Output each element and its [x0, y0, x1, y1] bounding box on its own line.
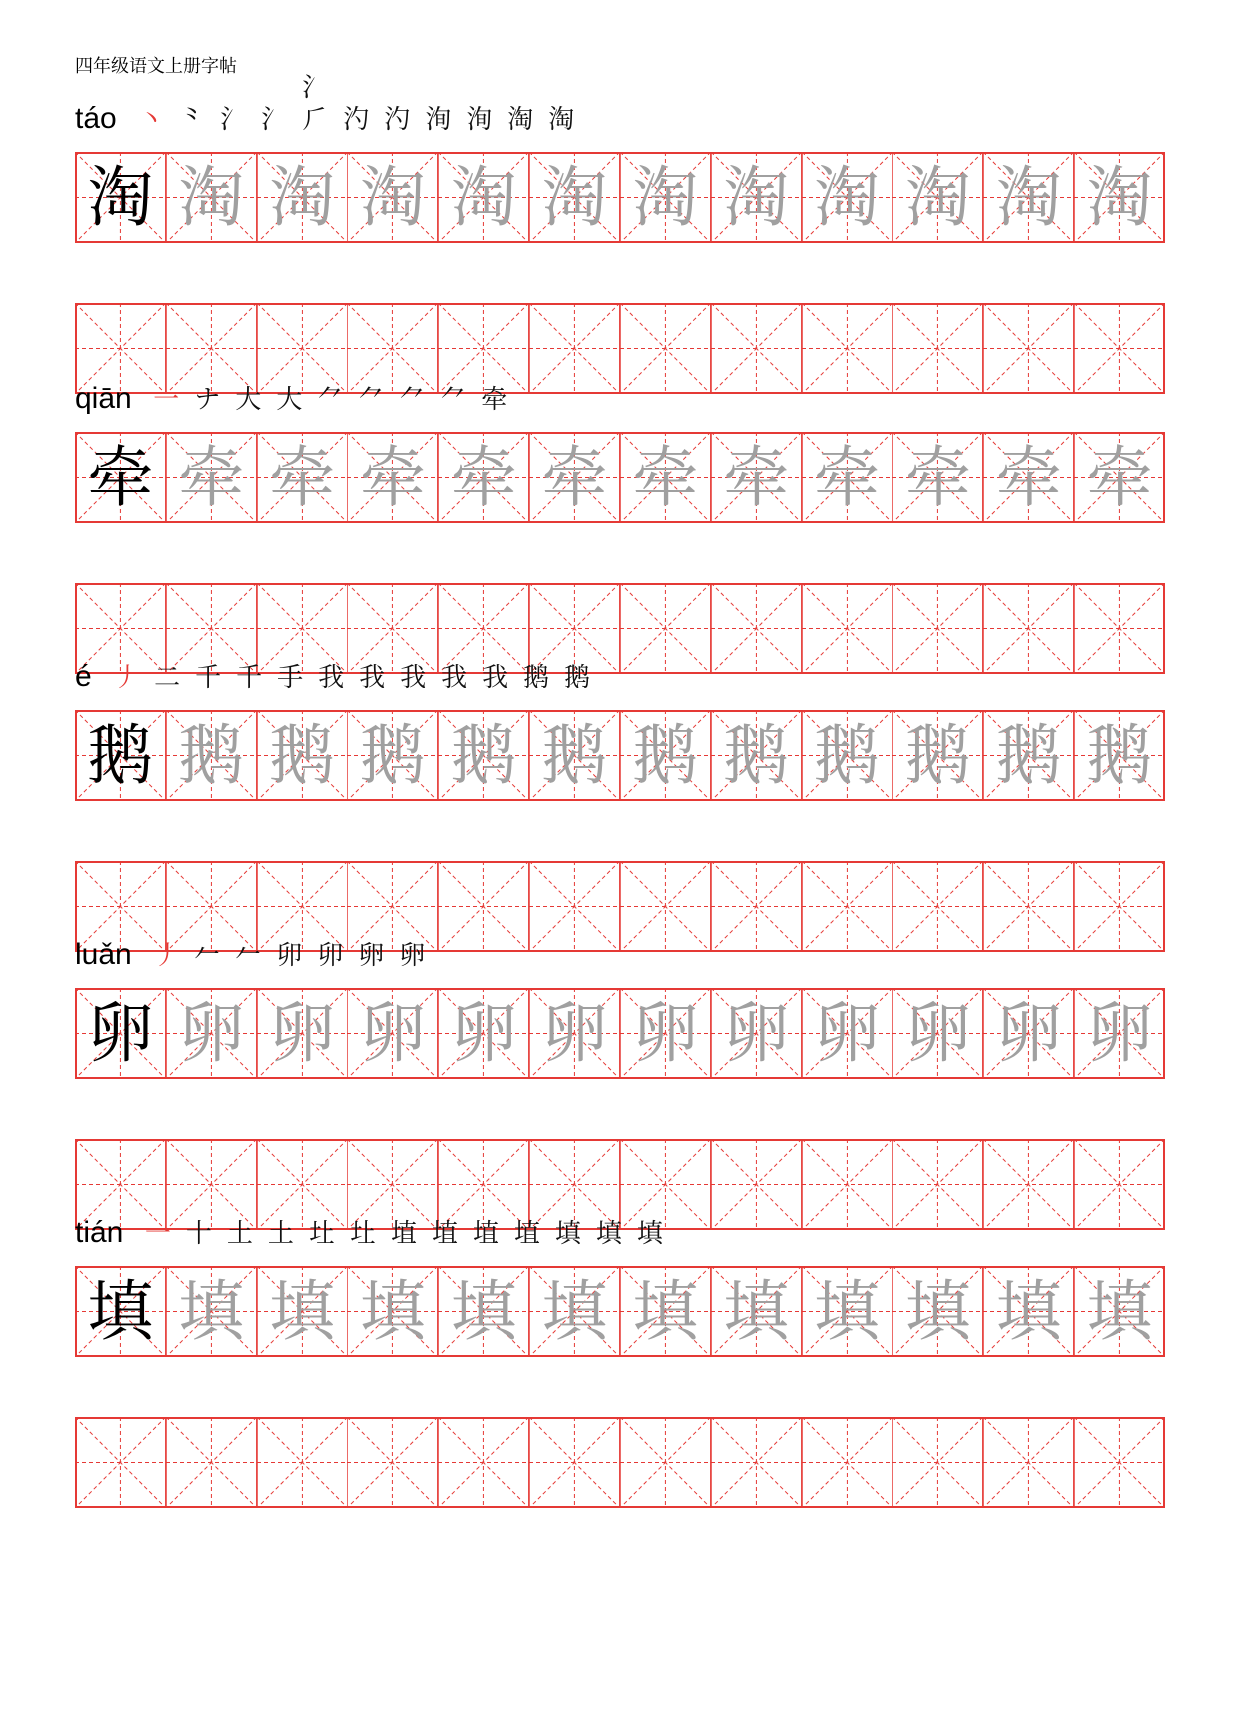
- trace-character-cell: [347, 152, 438, 243]
- trace-grid-row: [75, 152, 1165, 243]
- trace-character-cell: [802, 988, 893, 1079]
- blank-practice-cell[interactable]: [1074, 1417, 1165, 1508]
- trace-character-cell: [529, 1266, 620, 1357]
- model-character: 填: [87, 1273, 154, 1350]
- trace-character-cell: [620, 710, 711, 801]
- trace-character-cell: [983, 152, 1074, 243]
- trace-character: 填: [450, 1273, 517, 1350]
- blank-practice-cell[interactable]: [438, 1417, 529, 1508]
- trace-character: 填: [541, 1273, 608, 1350]
- trace-character: 淘: [450, 159, 517, 236]
- stroke-step: 丿: [113, 663, 140, 693]
- trace-character: 淘: [1086, 159, 1153, 236]
- stroke-step: 二: [154, 663, 181, 693]
- stroke-step: 埴: [390, 1219, 417, 1249]
- blank-practice-cell[interactable]: [711, 583, 802, 674]
- stroke-step: 洵: [425, 105, 452, 135]
- blank-practice-cell[interactable]: [983, 1139, 1074, 1230]
- stroke-step: 大: [276, 385, 303, 415]
- trace-character-cell: [438, 432, 529, 523]
- blank-practice-cell[interactable]: [620, 583, 711, 674]
- trace-character: 填: [178, 1273, 245, 1350]
- trace-character-cell: [438, 152, 529, 243]
- trace-character-cell: [711, 152, 802, 243]
- trace-character-cell: [1074, 988, 1165, 1079]
- stroke-step: 汋: [384, 105, 411, 135]
- trace-character: 鹅: [450, 717, 517, 794]
- blank-practice-cell[interactable]: [711, 303, 802, 394]
- trace-character: 鹅: [359, 717, 426, 794]
- trace-character: 鹅: [632, 717, 699, 794]
- trace-character-cell: [529, 710, 620, 801]
- trace-character: 填: [359, 1273, 426, 1350]
- trace-character-cell: [802, 710, 893, 801]
- trace-character-cell: [620, 432, 711, 523]
- blank-practice-cell[interactable]: [1074, 861, 1165, 952]
- trace-character: 填: [632, 1273, 699, 1350]
- trace-character: 鹅: [723, 717, 790, 794]
- stroke-step: 填: [554, 1219, 581, 1249]
- blank-practice-cell[interactable]: [711, 1139, 802, 1230]
- trace-character-cell: [620, 152, 711, 243]
- stroke-step: 圵: [349, 1219, 376, 1249]
- trace-character-cell: [529, 988, 620, 1079]
- trace-character: 卵: [904, 995, 971, 1072]
- trace-character: 牵: [359, 439, 426, 516]
- trace-character-cell: [166, 1266, 257, 1357]
- trace-character: 牵: [541, 439, 608, 516]
- trace-character-cell: [166, 432, 257, 523]
- trace-character-cell: [983, 710, 1074, 801]
- trace-character: 卵: [814, 995, 881, 1072]
- blank-practice-cell[interactable]: [620, 303, 711, 394]
- trace-character: 填: [1086, 1273, 1153, 1350]
- trace-grid-row: [75, 432, 1165, 523]
- trace-character: 淘: [632, 159, 699, 236]
- stroke-step: 大: [235, 385, 262, 415]
- blank-practice-cell[interactable]: [75, 1417, 166, 1508]
- blank-practice-cell[interactable]: [257, 1417, 348, 1508]
- trace-character-cell: [529, 432, 620, 523]
- blank-practice-cell[interactable]: [347, 1417, 438, 1508]
- stroke-step: 填: [636, 1219, 663, 1249]
- stroke-order-sequence: [146, 384, 515, 416]
- trace-character-cell: [711, 710, 802, 801]
- trace-character-cell: [892, 988, 983, 1079]
- trace-character-cell: [257, 432, 348, 523]
- stroke-step: 千: [236, 663, 263, 693]
- trace-character-cell: [802, 432, 893, 523]
- trace-character: 淘: [995, 159, 1062, 236]
- stroke-step: 汋: [343, 105, 370, 135]
- stroke-step: 我: [318, 663, 345, 693]
- blank-practice-cell[interactable]: [529, 1417, 620, 1508]
- stroke-step: 十: [185, 1219, 212, 1249]
- blank-practice-cell[interactable]: [802, 583, 893, 674]
- stroke-step: ナ: [194, 385, 221, 415]
- trace-character-cell: [711, 988, 802, 1079]
- stroke-step: ⺈: [317, 385, 344, 415]
- trace-character-cell: [166, 152, 257, 243]
- trace-character: 鹅: [1086, 717, 1153, 794]
- trace-character-cell: [257, 1266, 348, 1357]
- trace-character-cell: [257, 988, 348, 1079]
- trace-character: 鹅: [541, 717, 608, 794]
- stroke-step: 卯: [317, 941, 344, 971]
- trace-character: 鹅: [814, 717, 881, 794]
- trace-character: 填: [904, 1273, 971, 1350]
- trace-character: 牵: [995, 439, 1062, 516]
- trace-character: 填: [723, 1273, 790, 1350]
- stroke-step: 卵: [358, 941, 385, 971]
- stroke-step: ⺈: [440, 385, 467, 415]
- stroke-step: 丶: [138, 105, 165, 135]
- trace-character-cell: [347, 1266, 438, 1357]
- trace-character-cell: [166, 988, 257, 1079]
- pinyin-label: tián: [75, 1216, 124, 1249]
- blank-practice-cell[interactable]: [438, 861, 529, 952]
- trace-character: 淘: [541, 159, 608, 236]
- stroke-step: 我: [482, 663, 509, 693]
- trace-character: 淘: [814, 159, 881, 236]
- blank-practice-cell[interactable]: [529, 303, 620, 394]
- stroke-step: 洵: [466, 105, 493, 135]
- trace-character: 填: [269, 1273, 336, 1350]
- model-character-cell: [75, 1266, 166, 1357]
- blank-practice-cell[interactable]: [892, 861, 983, 952]
- trace-character-cell: [347, 988, 438, 1079]
- stroke-step: 丿: [153, 941, 180, 971]
- trace-character-cell: [347, 710, 438, 801]
- trace-character: 卵: [1086, 995, 1153, 1072]
- trace-character: 牵: [178, 439, 245, 516]
- trace-character: 牵: [269, 439, 336, 516]
- stroke-step: 淘: [548, 105, 575, 135]
- trace-character-cell: [892, 710, 983, 801]
- stroke-step: 我: [359, 663, 386, 693]
- stroke-step: 氵: [261, 105, 288, 135]
- blank-grid-row: [75, 1417, 1165, 1508]
- blank-practice-cell[interactable]: [983, 583, 1074, 674]
- stroke-step: 鹅: [523, 663, 550, 693]
- stroke-step: 我: [441, 663, 468, 693]
- trace-character-cell: [1074, 152, 1165, 243]
- trace-character-cell: [983, 432, 1074, 523]
- blank-practice-cell[interactable]: [529, 861, 620, 952]
- blank-practice-cell[interactable]: [892, 1417, 983, 1508]
- blank-practice-cell[interactable]: [166, 1417, 257, 1508]
- trace-character: 填: [995, 1273, 1062, 1350]
- trace-character: 鹅: [269, 717, 336, 794]
- trace-character-cell: [1074, 432, 1165, 523]
- stroke-step: 埴: [431, 1219, 458, 1249]
- blank-practice-cell[interactable]: [1074, 583, 1165, 674]
- model-character-cell: [75, 988, 166, 1079]
- stroke-order-sequence: [131, 72, 582, 136]
- trace-character-cell: [620, 988, 711, 1079]
- trace-character-cell: [983, 1266, 1074, 1357]
- stroke-step: 圵: [308, 1219, 335, 1249]
- model-character: 卵: [87, 995, 154, 1072]
- trace-character-cell: [802, 152, 893, 243]
- stroke-order-sequence: [137, 1218, 670, 1250]
- blank-practice-cell[interactable]: [892, 1139, 983, 1230]
- trace-grid-row: [75, 710, 1165, 801]
- blank-practice-cell[interactable]: [1074, 303, 1165, 394]
- trace-character: 牵: [450, 439, 517, 516]
- trace-character-cell: [1074, 710, 1165, 801]
- trace-character: 卵: [632, 995, 699, 1072]
- trace-character: 卵: [541, 995, 608, 1072]
- pinyin-stroke-order-line: [75, 928, 433, 972]
- blank-practice-cell[interactable]: [802, 303, 893, 394]
- blank-practice-cell[interactable]: [620, 861, 711, 952]
- stroke-order-sequence: [146, 940, 433, 972]
- blank-practice-cell[interactable]: [711, 1417, 802, 1508]
- trace-character: 鹅: [995, 717, 1062, 794]
- model-character-cell: [75, 432, 166, 523]
- pinyin-stroke-order-line: [75, 1206, 670, 1250]
- stroke-step: 土: [267, 1219, 294, 1249]
- trace-character-cell: [166, 710, 257, 801]
- trace-grid-row: [75, 988, 1165, 1079]
- blank-practice-cell[interactable]: [802, 1417, 893, 1508]
- stroke-step: 埴: [472, 1219, 499, 1249]
- blank-practice-cell[interactable]: [802, 1139, 893, 1230]
- blank-practice-cell[interactable]: [1074, 1139, 1165, 1230]
- stroke-step: 填: [595, 1219, 622, 1249]
- blank-practice-cell[interactable]: [892, 583, 983, 674]
- trace-character: 淘: [359, 159, 426, 236]
- blank-practice-cell[interactable]: [983, 861, 1074, 952]
- trace-character: 填: [814, 1273, 881, 1350]
- stroke-step: ⺀: [179, 105, 206, 135]
- trace-character: 淘: [904, 159, 971, 236]
- blank-practice-cell[interactable]: [620, 1417, 711, 1508]
- model-character-cell: [75, 710, 166, 801]
- blank-practice-cell[interactable]: [892, 303, 983, 394]
- trace-character: 卵: [723, 995, 790, 1072]
- trace-character: 卵: [269, 995, 336, 1072]
- pinyin-label: qiān: [75, 382, 132, 415]
- trace-character-cell: [438, 988, 529, 1079]
- trace-grid-row: [75, 1266, 1165, 1357]
- pinyin-label: é: [75, 660, 92, 693]
- trace-character: 牵: [904, 439, 971, 516]
- trace-character: 淘: [723, 159, 790, 236]
- blank-practice-cell[interactable]: [983, 1417, 1074, 1508]
- trace-character: 牵: [632, 439, 699, 516]
- pinyin-stroke-order-line: [75, 73, 582, 136]
- blank-practice-cell[interactable]: [711, 861, 802, 952]
- trace-character-cell: [620, 1266, 711, 1357]
- stroke-step: 淘: [507, 105, 534, 135]
- model-character: 淘: [87, 159, 154, 236]
- stroke-step: ⺈: [399, 385, 426, 415]
- trace-character-cell: [529, 152, 620, 243]
- trace-character: 淘: [178, 159, 245, 236]
- model-character: 牵: [87, 439, 154, 516]
- pinyin-label: táo: [75, 102, 117, 135]
- trace-character-cell: [983, 988, 1074, 1079]
- trace-character-cell: [257, 152, 348, 243]
- stroke-step: 卵: [399, 941, 426, 971]
- stroke-step: ⺈: [358, 385, 385, 415]
- stroke-step: 千: [195, 663, 222, 693]
- trace-character-cell: [802, 1266, 893, 1357]
- stroke-step: 𠂉: [235, 941, 262, 971]
- trace-character-cell: [711, 1266, 802, 1357]
- trace-character-cell: [257, 710, 348, 801]
- stroke-step: 一: [153, 385, 180, 415]
- trace-character-cell: [892, 152, 983, 243]
- stroke-step: 土: [226, 1219, 253, 1249]
- trace-character: 卵: [995, 995, 1062, 1072]
- stroke-step: 氵: [220, 105, 247, 135]
- stroke-step: 埴: [513, 1219, 540, 1249]
- stroke-step: 一: [144, 1219, 171, 1249]
- trace-character: 牵: [814, 439, 881, 516]
- trace-character: 牵: [1086, 439, 1153, 516]
- trace-character-cell: [438, 1266, 529, 1357]
- trace-character-cell: [347, 432, 438, 523]
- trace-character: 牵: [723, 439, 790, 516]
- trace-character: 卵: [359, 995, 426, 1072]
- trace-character: 淘: [269, 159, 336, 236]
- pinyin-stroke-order-line: [75, 650, 598, 694]
- stroke-step: 我: [400, 663, 427, 693]
- stroke-step: 卯: [276, 941, 303, 971]
- blank-practice-cell[interactable]: [802, 861, 893, 952]
- model-character: 鹅: [87, 717, 154, 794]
- pinyin-label: luǎn: [75, 938, 132, 971]
- stroke-step: 手: [277, 663, 304, 693]
- trace-character-cell: [438, 710, 529, 801]
- stroke-step: 𠂉: [194, 941, 221, 971]
- blank-practice-cell[interactable]: [983, 303, 1074, 394]
- trace-character-cell: [1074, 1266, 1165, 1357]
- trace-character-cell: [711, 432, 802, 523]
- model-character-cell: [75, 152, 166, 243]
- trace-character: 鹅: [178, 717, 245, 794]
- trace-character-cell: [892, 1266, 983, 1357]
- page-title: 四年级语文上册字帖: [75, 56, 237, 77]
- stroke-step: 氵⺁: [302, 73, 329, 135]
- stroke-step: 牵: [481, 385, 508, 415]
- trace-character-cell: [892, 432, 983, 523]
- trace-character: 鹅: [904, 717, 971, 794]
- stroke-step: 鹅: [564, 663, 591, 693]
- trace-character: 卵: [178, 995, 245, 1072]
- pinyin-stroke-order-line: [75, 372, 515, 416]
- trace-character: 卵: [450, 995, 517, 1072]
- stroke-order-sequence: [106, 662, 598, 694]
